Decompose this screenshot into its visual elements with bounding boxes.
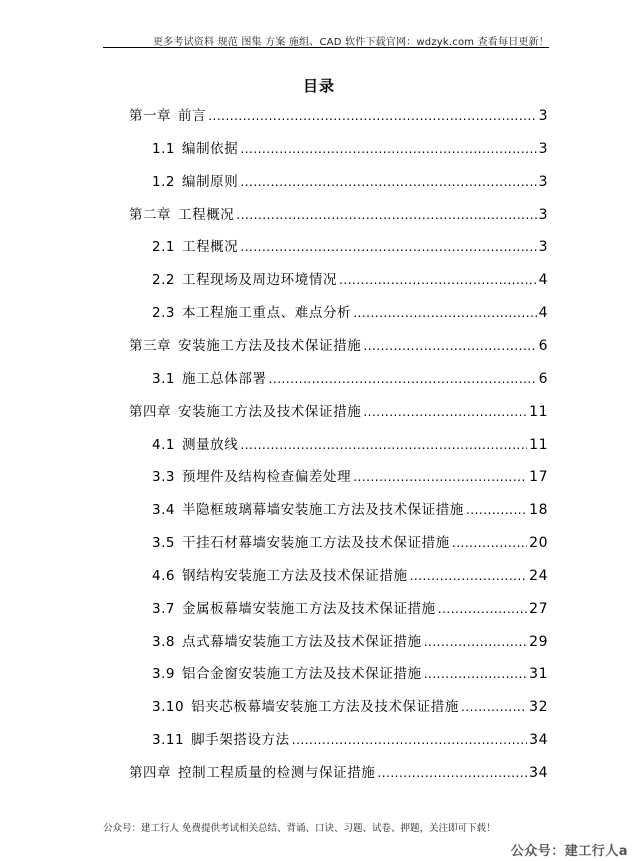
toc-leader-dots xyxy=(363,402,527,422)
toc-entry[interactable] xyxy=(152,139,548,159)
toc-entry-number: 2.2 xyxy=(152,272,175,288)
toc-entry-page: 34 xyxy=(529,765,548,781)
toc-entry-page: 24 xyxy=(529,568,548,584)
toc-entry-number: 2.1 xyxy=(152,239,175,255)
toc-entry-page: 11 xyxy=(529,404,548,420)
toc-entry-page: 29 xyxy=(529,634,548,650)
toc-entry-title: 预埋件及结构检查偏差处理 xyxy=(181,469,352,485)
toc-entry-title: 铝夹芯板幕墙安装施工方法及技术保证措施 xyxy=(191,699,459,715)
toc-entry[interactable] xyxy=(152,500,548,520)
toc-entry[interactable] xyxy=(129,205,548,225)
toc-leader-dots xyxy=(292,730,527,750)
toc-entry-title: 编制依据 xyxy=(181,141,239,157)
toc-leader-dots xyxy=(240,139,536,159)
toc-leader-dots xyxy=(208,106,536,126)
toc-entry-number: 3.5 xyxy=(152,535,175,551)
toc-leader-dots xyxy=(240,237,536,257)
toc-leader-dots xyxy=(452,533,527,553)
toc-entry-title: 半隐框玻璃幕墙安装施工方法及技术保证措施 xyxy=(181,502,464,518)
header-divider xyxy=(103,47,549,48)
toc-entry-title: 铝合金窗安装施工方法及技术保证措施 xyxy=(181,666,422,682)
toc-entry[interactable] xyxy=(129,763,548,783)
toc-entry-title: 前言 xyxy=(178,108,207,124)
toc-entry[interactable] xyxy=(152,664,548,684)
toc-entry-number: 第二章 xyxy=(129,207,171,223)
toc-entry[interactable] xyxy=(152,237,548,257)
toc-leader-dots xyxy=(466,500,527,520)
toc-leader-dots xyxy=(353,467,527,487)
toc-entry[interactable] xyxy=(152,172,548,192)
toc-entry-title: 干挂石材幕墙安装施工方法及技术保证措施 xyxy=(181,535,450,551)
toc-leader-dots xyxy=(424,632,527,652)
toc-entry-number: 3.8 xyxy=(152,634,175,650)
toc-entry-number: 3.3 xyxy=(152,469,175,485)
toc-entry-title: 编制原则 xyxy=(181,174,239,190)
toc-entry[interactable] xyxy=(152,697,548,717)
watermark: 公众号：建工行人a xyxy=(510,844,628,859)
toc-entry-title: 工程概况 xyxy=(178,207,235,223)
toc-entry-page: 6 xyxy=(538,338,548,354)
toc-entry[interactable] xyxy=(152,566,548,586)
toc-entry[interactable] xyxy=(152,533,548,553)
toc-entry[interactable] xyxy=(152,599,548,619)
toc-entry-page: 31 xyxy=(529,666,548,682)
toc-entry-number: 1.1 xyxy=(152,141,175,157)
toc-entry-number: 1.2 xyxy=(152,174,175,190)
toc-entry-number: 3.11 xyxy=(152,732,185,748)
toc-entry-page: 32 xyxy=(529,699,548,715)
toc-entry-title: 安装施工方法及技术保证措施 xyxy=(178,338,362,354)
toc-entry-number: 3.4 xyxy=(152,502,175,518)
toc-entry-title: 测量放线 xyxy=(181,437,239,453)
toc-entry[interactable] xyxy=(152,303,548,323)
toc-entry-number: 3.7 xyxy=(152,601,175,617)
toc-leader-dots xyxy=(410,566,528,586)
toc-entry-number: 3.1 xyxy=(152,371,175,387)
toc-leader-dots xyxy=(461,697,527,717)
toc-entry-page: 3 xyxy=(538,108,548,124)
toc-leader-dots xyxy=(240,435,527,455)
toc-entry[interactable] xyxy=(152,467,548,487)
toc-entry-number: 2.3 xyxy=(152,305,175,321)
toc-entry-page: 17 xyxy=(529,469,548,485)
page-header: 更多考试资料 规范 图集 方案 施组、CAD 软件下载官网：wdzyk.com 查看每日更新！ xyxy=(152,37,549,48)
toc-entry[interactable] xyxy=(152,270,548,290)
toc-entry-page: 3 xyxy=(538,141,548,157)
toc-entry-page: 11 xyxy=(529,437,548,453)
toc-leader-dots xyxy=(353,303,536,323)
toc-entry[interactable] xyxy=(152,369,548,389)
toc-entry-title: 脚手架搭设方法 xyxy=(191,732,290,748)
toc-entry-page: 27 xyxy=(529,601,548,617)
toc-entry-title: 钢结构安装施工方法及技术保证措施 xyxy=(181,568,408,584)
toc-entry-page: 20 xyxy=(529,535,548,551)
toc-entry-number: 4.6 xyxy=(152,568,175,584)
toc-entry-page: 34 xyxy=(529,732,548,748)
toc-entry-title: 工程现场及周边环境情况 xyxy=(181,272,338,288)
toc-entry-title: 点式幕墙安装施工方法及技术保证措施 xyxy=(181,634,422,650)
toc-entry-number: 第一章 xyxy=(129,108,171,124)
toc-entry-number: 3.10 xyxy=(152,699,185,715)
toc-leader-dots xyxy=(236,205,536,225)
toc-leader-dots xyxy=(240,172,536,192)
toc-entry-title: 金属板幕墙安装施工方法及技术保证措施 xyxy=(181,601,436,617)
toc-entry[interactable] xyxy=(129,336,548,356)
toc-entry-page: 6 xyxy=(538,371,548,387)
toc-entry[interactable] xyxy=(129,106,548,126)
toc-entry-page: 3 xyxy=(538,207,548,223)
toc-leader-dots xyxy=(438,599,527,619)
toc-entry-number: 第四章 xyxy=(129,404,171,420)
toc-entry-number: 第四章 xyxy=(129,765,171,781)
toc-entry-title: 本工程施工重点、难点分析 xyxy=(181,305,352,321)
toc-entry-page: 3 xyxy=(538,174,548,190)
toc-entry-page: 4 xyxy=(538,272,548,288)
toc-entry-title: 施工总体部署 xyxy=(181,371,267,387)
toc-entry-title: 控制工程质量的检测与保证措施 xyxy=(178,765,376,781)
toc-entry[interactable] xyxy=(129,402,548,422)
toc-entry-page: 18 xyxy=(529,502,548,518)
toc-entry-title: 安装施工方法及技术保证措施 xyxy=(178,404,362,420)
page-footer: 公众号：建工行人 免费提供考试相关总结、背诵、口诀、习题、试卷、押题，关注即可下载！ xyxy=(103,823,496,834)
toc-title: 目录 xyxy=(302,77,335,95)
toc-entry-page: 4 xyxy=(538,305,548,321)
toc-leader-dots xyxy=(377,763,527,783)
toc-leader-dots xyxy=(363,336,536,356)
toc-entry-page: 3 xyxy=(538,239,548,255)
toc-entry-number: 第三章 xyxy=(129,338,171,354)
toc-leader-dots xyxy=(424,664,527,684)
toc-leader-dots xyxy=(339,270,536,290)
toc-entry-title: 工程概况 xyxy=(181,239,239,255)
toc-leader-dots xyxy=(269,369,537,389)
toc-entry[interactable] xyxy=(152,730,548,750)
toc-entry-number: 4.1 xyxy=(152,437,175,453)
toc-entry[interactable] xyxy=(152,632,548,652)
toc-entry-number: 3.9 xyxy=(152,666,175,682)
toc-entry[interactable] xyxy=(152,435,548,455)
